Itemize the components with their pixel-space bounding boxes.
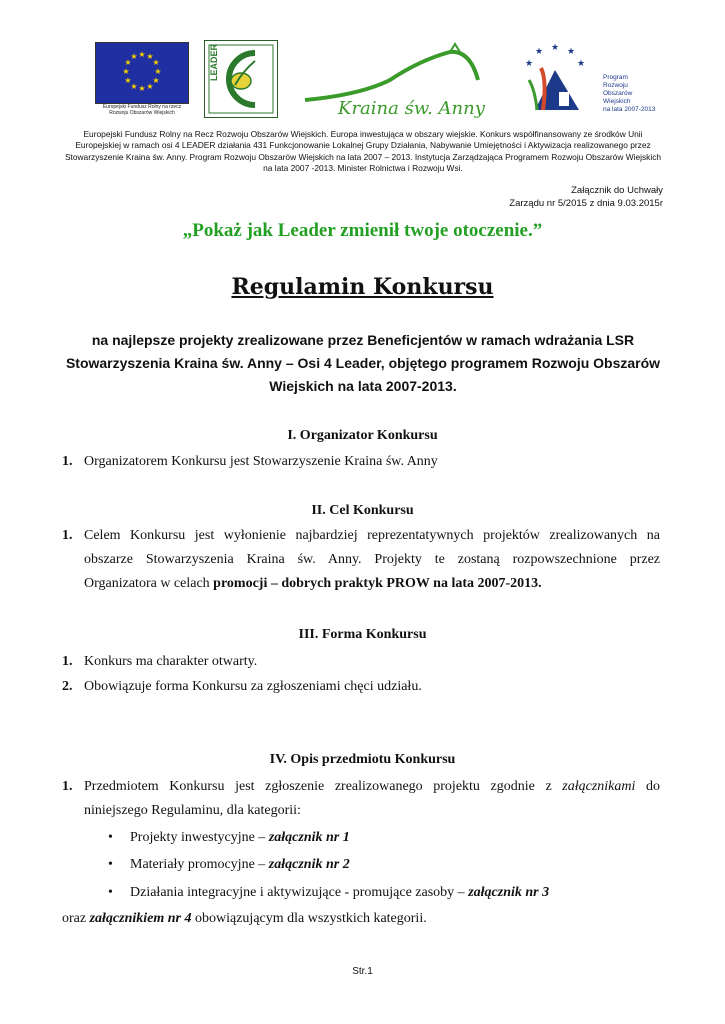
svg-text:★: ★ <box>130 52 138 61</box>
subtitle: na najlepsze projekty zrealizowane przez Beneficjentów w ramach wdrażania LSR Stowarzyszenia Kraina św. Anny – Osi 4 Leader, objętego programem Rozwoju Obszarów Wiejskich na lata 2007-2013. <box>65 332 661 394</box>
item-number: 2. <box>62 679 73 694</box>
section-heading-form: III. Forma Konkursu <box>298 627 427 642</box>
bullet-icon: • <box>108 885 113 900</box>
kraina-label: Kraina św. Anny <box>338 98 485 119</box>
item-text: Organizatorem Konkursu jest Stowarzyszenie Kraina św. Anny <box>84 454 438 469</box>
prow-text: Program Rozwoju Obszarów Wiejskich na lata 2007-2013 <box>603 74 656 113</box>
slogan: „Pokaż jak Leader zmienił twoje otoczenie.” <box>182 220 543 241</box>
svg-text:★: ★ <box>146 52 154 61</box>
page-title: Regulamin Konkursu <box>231 274 494 300</box>
attachment-note-line2: Zarządu nr 5/2015 z dnia 9.03.2015r <box>509 198 663 209</box>
item-number: 1. <box>62 454 73 469</box>
svg-text:★: ★ <box>152 76 160 85</box>
funding-note: Europejski Fundusz Rolny na Recz Rozwoju Obszarów Wiejskich. Europa inwestująca w obszary wiejskie. Konkurs współfinansowany ze środków Unii Europejskiej w ramach osi 4 LEADER działania 431 Funkcjonowanie Lokalnej Grupy Działania, Nabywanie Umiejętności i Aktywizacja realizowanego przez Stowarzyszenie Kraina św. Anny. Program Rozwoju Obszarów Wiejskich na lata 2007 – 2013. Instytucja Zarządzająca Programem Rozwoju Obszarów Wiejskich na lata 2007 -2013. Minister Rolnictwa i Rozwoju Wsi. <box>64 129 662 173</box>
eu-caption: Europejski Fundusz Rolny na rzecz Rozwoju Obszarów Wiejskich <box>102 104 182 116</box>
svg-text:★: ★ <box>122 67 130 76</box>
svg-text:★: ★ <box>534 47 544 57</box>
svg-text:★: ★ <box>550 43 560 53</box>
list-item <box>62 524 660 604</box>
item-number: 1. <box>62 779 73 794</box>
svg-text:★: ★ <box>130 82 138 91</box>
svg-text:★: ★ <box>524 59 534 69</box>
item-text: Celem Konkursu jest wyłonienie najbardziej reprezentatywnych projektów zrealizowanych na obszarze Stowarzyszenia Kraina św. Anny. Projekty te zostaną rozpowszechnione przez Organizatora w celach promocji – dobrych praktyk PROW na lata 2007-2013. <box>84 528 660 591</box>
eu-flag-logo <box>95 42 189 104</box>
attachment-note-line1: Załącznik do Uchwały <box>571 185 663 196</box>
list-item <box>62 775 660 825</box>
svg-text:★: ★ <box>154 67 162 76</box>
item-text: Przedmiotem Konkursu jest zgłoszenie zrealizowanego projektu zgodnie z załącznikami do niniejszego Regulaminu, dla kategorii: <box>84 779 660 818</box>
bullet-icon: • <box>108 857 113 872</box>
leader-logo <box>204 40 278 118</box>
svg-text:★: ★ <box>566 47 576 57</box>
item-text: Obowiązuje forma Konkursu za zgłoszeniami chęci udziału. <box>84 679 422 694</box>
section-heading-description: IV. Opis przedmiotu Konkursu <box>269 752 456 767</box>
leader-label: LEADER <box>209 43 219 81</box>
svg-text:★: ★ <box>124 58 132 67</box>
logos-header <box>0 40 725 125</box>
kraina-logo <box>300 40 500 120</box>
closing-line: oraz załącznikiem nr 4 obowiązującym dla wszystkich kategorii. <box>62 911 427 926</box>
eu-stars-icon <box>96 43 188 103</box>
page-number: Str.1 <box>352 966 373 977</box>
svg-text:★: ★ <box>138 50 146 59</box>
item-number: 1. <box>62 654 73 669</box>
svg-text:★: ★ <box>146 82 154 91</box>
item-text: Konkurs ma charakter otwarty. <box>84 654 258 669</box>
svg-text:★: ★ <box>124 76 132 85</box>
prow-logo <box>515 40 665 120</box>
item-number: 1. <box>62 528 73 543</box>
bullet-icon: • <box>108 830 113 845</box>
svg-text:★: ★ <box>138 84 146 93</box>
section-heading-organizer: I. Organizator Konkursu <box>287 428 438 443</box>
svg-text:★: ★ <box>576 59 586 69</box>
section-heading-goal: II. Cel Konkursu <box>311 503 414 518</box>
svg-text:★: ★ <box>152 58 160 67</box>
